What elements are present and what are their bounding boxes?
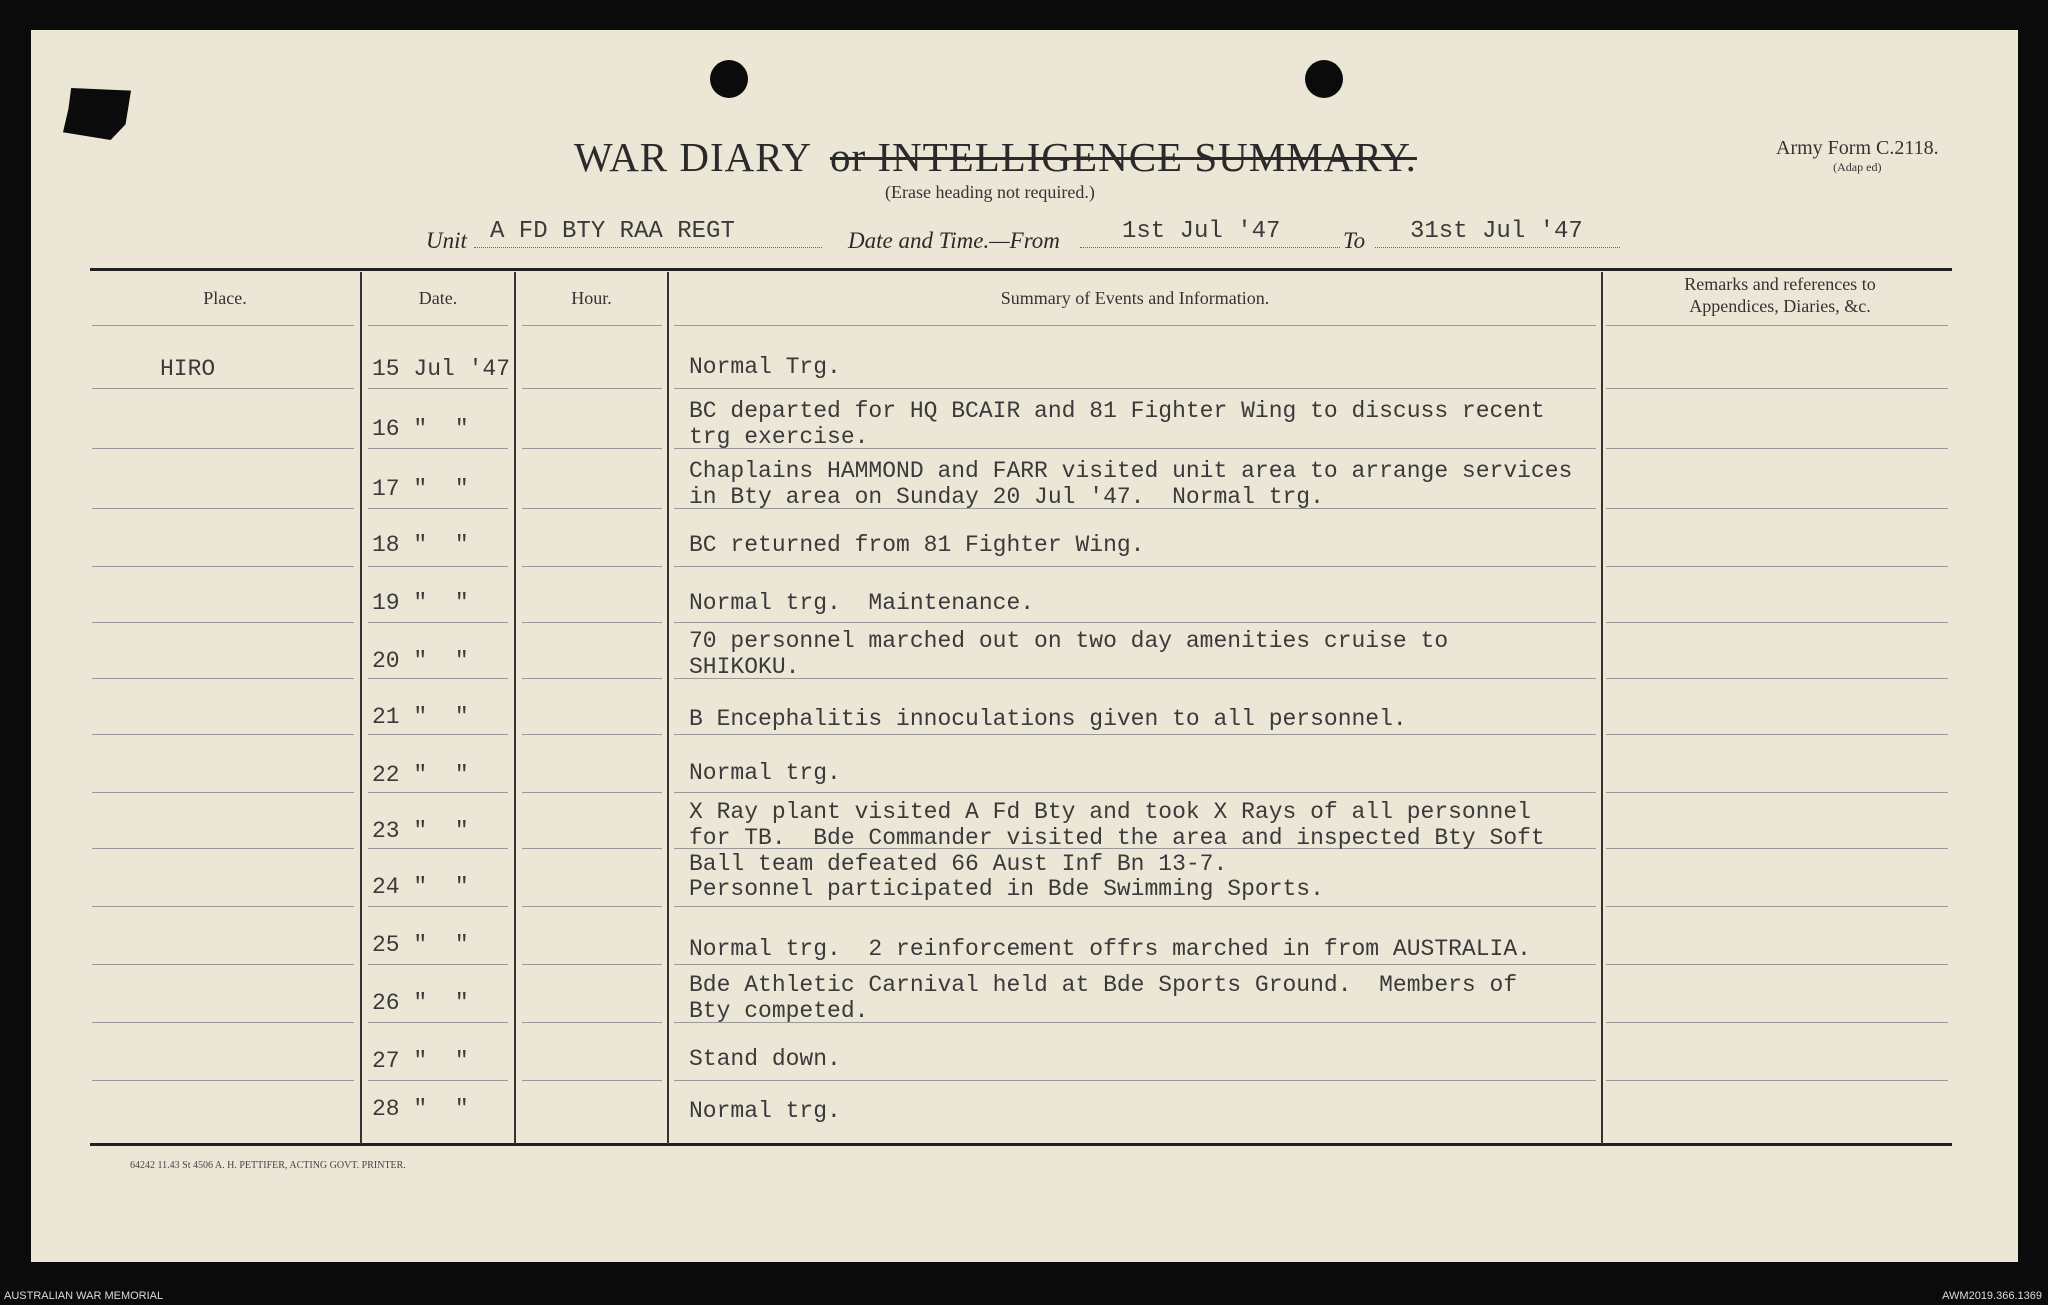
ruled-line bbox=[1606, 325, 1948, 326]
ruled-line bbox=[1606, 734, 1948, 735]
column-divider bbox=[360, 272, 362, 1144]
ruled-line bbox=[1606, 622, 1948, 623]
ruled-line bbox=[92, 622, 354, 623]
entry-date: 21 " " bbox=[372, 704, 469, 730]
ruled-line bbox=[674, 906, 1596, 907]
entry-summary: Chaplains HAMMOND and FARR visited unit area to arrange services in Bty area on Sunday 20 Jul '47. Normal trg. bbox=[689, 458, 1573, 510]
entry-date: 24 " " bbox=[372, 874, 469, 900]
army-form-number bbox=[1776, 137, 1939, 175]
entry-summary: Normal Trg. bbox=[689, 354, 841, 380]
ruled-line bbox=[674, 734, 1596, 735]
ruled-line bbox=[674, 1080, 1596, 1081]
ruled-line bbox=[368, 848, 508, 849]
entry-date: 26 " " bbox=[372, 990, 469, 1016]
ruled-line bbox=[92, 964, 354, 965]
date-to-line bbox=[1375, 247, 1620, 248]
credit-right: AWM2019.366.1369 bbox=[1942, 1290, 2042, 1302]
entry-summary: X Ray plant visited A Fd Bty and took X Rays of all personnel for TB. Bde Commander visited the area and inspected Bty Soft Ball team defeated 66 Aust Inf Bn 13-7. bbox=[689, 799, 1545, 877]
ruled-line bbox=[92, 448, 354, 449]
ruled-line bbox=[1606, 448, 1948, 449]
header-remarks-line2: Appendices, Diaries, &c. bbox=[1689, 296, 1871, 316]
entry-date: 25 " " bbox=[372, 932, 469, 958]
ruled-line bbox=[368, 1080, 508, 1081]
ruled-line bbox=[522, 388, 662, 389]
unit-value: A FD BTY RAA REGT bbox=[490, 218, 735, 245]
ruled-line bbox=[92, 325, 354, 326]
column-divider bbox=[667, 272, 669, 1144]
entry-summary: Normal trg. bbox=[689, 1098, 841, 1124]
ruled-line bbox=[92, 566, 354, 567]
table-bottom-rule bbox=[90, 1143, 1952, 1146]
ruled-line bbox=[522, 848, 662, 849]
ruled-line bbox=[674, 792, 1596, 793]
ruled-line bbox=[368, 566, 508, 567]
ruled-line bbox=[92, 508, 354, 509]
ruled-line bbox=[368, 734, 508, 735]
ruled-line bbox=[674, 622, 1596, 623]
ruled-line bbox=[368, 792, 508, 793]
ruled-line bbox=[522, 566, 662, 567]
entry-summary: BC returned from 81 Fighter Wing. bbox=[689, 532, 1145, 558]
ruled-line bbox=[522, 678, 662, 679]
entry-summary: Personnel participated in Bde Swimming Sports. bbox=[689, 876, 1324, 902]
ruled-line bbox=[92, 906, 354, 907]
entry-summary: Normal trg. Maintenance. bbox=[689, 590, 1035, 616]
ruled-line bbox=[522, 1080, 662, 1081]
punch-hole bbox=[1305, 60, 1343, 98]
ruled-line bbox=[522, 325, 662, 326]
entry-place: HIRO bbox=[160, 356, 216, 382]
unit-label: Unit bbox=[426, 228, 467, 253]
ruled-line bbox=[368, 678, 508, 679]
entry-date: 18 " " bbox=[372, 532, 469, 558]
table-top-rule bbox=[90, 268, 1952, 271]
title-main: WAR DIARY bbox=[574, 134, 812, 180]
header-hour: Hour. bbox=[571, 288, 612, 308]
ruled-line bbox=[522, 964, 662, 965]
ruled-line bbox=[674, 964, 1596, 965]
entry-date: 22 " " bbox=[372, 762, 469, 788]
ruled-line bbox=[1606, 906, 1948, 907]
entry-summary: Normal trg. 2 reinforcement offrs marched in from AUSTRALIA. bbox=[689, 936, 1531, 962]
ruled-line bbox=[368, 508, 508, 509]
ruled-line bbox=[1606, 388, 1948, 389]
ruled-line bbox=[92, 792, 354, 793]
ruled-line bbox=[368, 448, 508, 449]
ruled-line bbox=[522, 448, 662, 449]
date-label: Date and Time.—From bbox=[848, 228, 1060, 253]
ruled-line bbox=[522, 792, 662, 793]
ruled-line bbox=[522, 734, 662, 735]
army-form-label: Army Form C.2118. bbox=[1776, 137, 1939, 159]
entry-date: 16 " " bbox=[372, 416, 469, 442]
ruled-line bbox=[522, 508, 662, 509]
ruled-line bbox=[92, 1022, 354, 1023]
header-summary: Summary of Events and Information. bbox=[1000, 288, 1270, 308]
to-label: To bbox=[1343, 228, 1366, 253]
ruled-line bbox=[1606, 678, 1948, 679]
title-struck: or INTELLIGENCE SUMMARY. bbox=[829, 134, 1417, 180]
header-remarks-line1: Remarks and references to bbox=[1684, 274, 1876, 294]
entry-date: 17 " " bbox=[372, 476, 469, 502]
entry-date: 19 " " bbox=[372, 590, 469, 616]
adapted-note: (Adap ed) bbox=[1833, 160, 1882, 174]
ruled-line bbox=[1606, 964, 1948, 965]
ruled-line bbox=[1606, 1080, 1948, 1081]
date-to-value: 31st Jul '47 bbox=[1410, 218, 1583, 245]
entry-summary: 70 personnel marched out on two day amenities cruise to SHIKOKU. bbox=[689, 628, 1449, 680]
entry-date: 28 " " bbox=[372, 1096, 469, 1122]
date-from-line bbox=[1080, 247, 1340, 248]
ruled-line bbox=[368, 622, 508, 623]
date-from-value: 1st Jul '47 bbox=[1122, 218, 1281, 245]
entry-summary: BC departed for HQ BCAIR and 81 Fighter Wing to discuss recent trg exercise. bbox=[689, 398, 1545, 450]
column-divider bbox=[514, 272, 516, 1144]
ruled-line bbox=[674, 325, 1596, 326]
ruled-line bbox=[368, 388, 508, 389]
ruled-line bbox=[522, 622, 662, 623]
entry-summary: Bde Athletic Carnival held at Bde Sports Ground. Members of Bty competed. bbox=[689, 972, 1518, 1024]
ruled-line bbox=[368, 964, 508, 965]
entry-date: 20 " " bbox=[372, 648, 469, 674]
ruled-line bbox=[522, 1022, 662, 1023]
ruled-line bbox=[368, 906, 508, 907]
entry-summary: Stand down. bbox=[689, 1046, 841, 1072]
ruled-line bbox=[674, 388, 1596, 389]
entry-summary: Normal trg. bbox=[689, 760, 841, 786]
entry-date: 27 " " bbox=[372, 1048, 469, 1074]
unit-line bbox=[474, 247, 822, 248]
entry-date: 23 " " bbox=[372, 818, 469, 844]
ruled-line bbox=[1606, 1022, 1948, 1023]
ruled-line bbox=[368, 325, 508, 326]
ruled-line bbox=[368, 1022, 508, 1023]
punch-hole bbox=[710, 60, 748, 98]
ruled-line bbox=[1606, 792, 1948, 793]
ruled-line bbox=[1606, 566, 1948, 567]
ruled-line bbox=[1606, 848, 1948, 849]
header-place: Place. bbox=[203, 288, 247, 308]
erase-note: (Erase heading not required.) bbox=[885, 182, 1095, 202]
header-date: Date. bbox=[418, 288, 458, 308]
ruled-line bbox=[92, 734, 354, 735]
printer-imprint: 64242 11.43 St 4506 A. H. PETTIFER, ACTING GOVT. PRINTER. bbox=[130, 1160, 406, 1171]
ruled-line bbox=[92, 848, 354, 849]
ruled-line bbox=[674, 566, 1596, 567]
ruled-line bbox=[522, 906, 662, 907]
column-divider bbox=[1601, 272, 1603, 1144]
ruled-line bbox=[92, 1080, 354, 1081]
ruled-line bbox=[92, 388, 354, 389]
ruled-line bbox=[1606, 508, 1948, 509]
header-remarks bbox=[1605, 273, 1955, 317]
entry-summary: B Encephalitis innoculations given to all personnel. bbox=[689, 706, 1407, 732]
form-title bbox=[574, 133, 1417, 181]
entry-date: 15 Jul '47 bbox=[372, 356, 511, 382]
ruled-line bbox=[92, 678, 354, 679]
credit-left: AUSTRALIAN WAR MEMORIAL bbox=[4, 1290, 164, 1302]
